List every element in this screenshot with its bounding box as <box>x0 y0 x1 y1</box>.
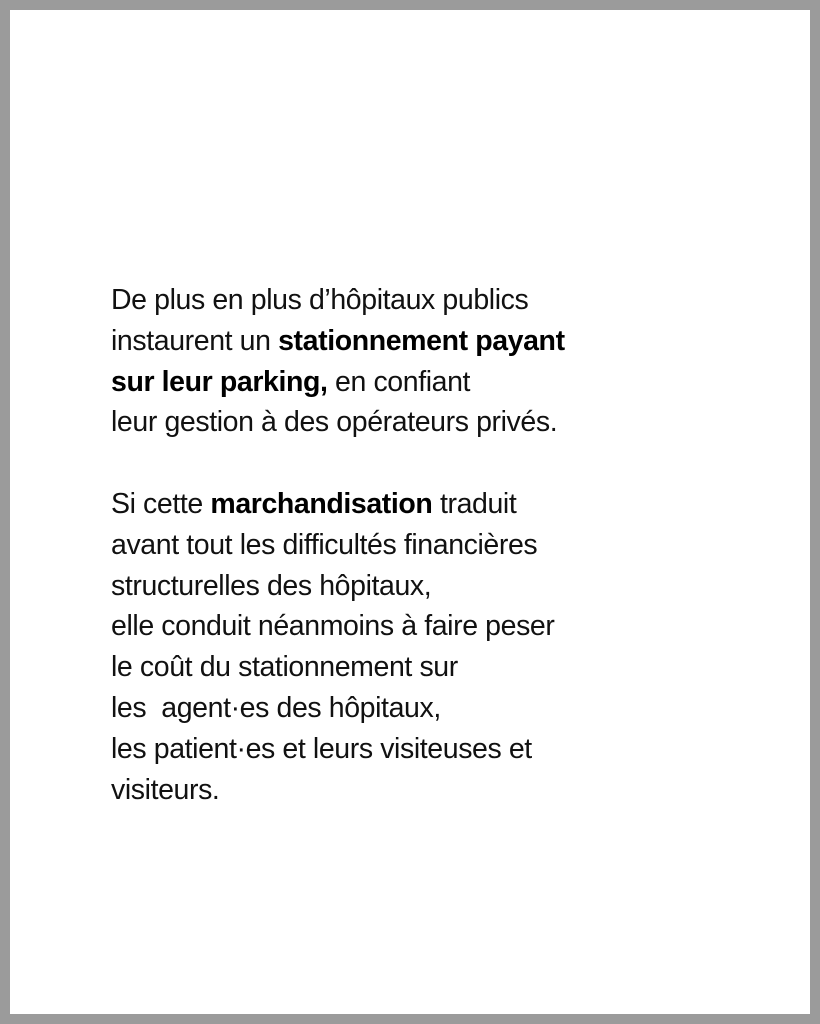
text-run: le coût du stationnement sur <box>111 651 458 684</box>
paragraph-1 <box>111 280 751 443</box>
text-line <box>111 362 751 403</box>
text-line <box>111 729 751 770</box>
text-run: les agent·es des hôpitaux, <box>111 691 441 724</box>
text-line <box>111 566 751 607</box>
text-run: avant tout les difficultés financières <box>111 528 538 561</box>
document-page <box>10 10 810 1014</box>
text-line <box>111 688 751 729</box>
text-run: les patient·es et leurs visiteuses et <box>111 732 532 765</box>
text-line <box>111 484 751 525</box>
text-line <box>111 770 751 811</box>
paragraph-2 <box>111 484 751 810</box>
body-text <box>111 280 751 810</box>
emphasis-text: stationnement payant <box>278 324 565 357</box>
text-run: structurelles des hôpitaux, <box>111 569 432 602</box>
text-run: instaurent un <box>111 324 279 357</box>
text-line <box>111 402 751 443</box>
text-run: elle conduit néanmoins à faire peser <box>111 610 555 643</box>
text-line <box>111 280 751 321</box>
emphasis-text: sur leur parking, <box>111 365 328 398</box>
text-line <box>111 606 751 647</box>
text-run: en confiant <box>327 365 471 398</box>
emphasis-text: marchandisation <box>210 487 433 520</box>
text-run: visiteurs. <box>111 773 220 806</box>
text-run: traduit <box>432 487 517 520</box>
text-run: De plus en plus d’hôpitaux publics <box>111 284 529 316</box>
text-run: leur gestion à des opérateurs privés. <box>111 406 558 439</box>
text-line <box>111 647 751 688</box>
text-run: Si cette <box>111 487 211 520</box>
text-line <box>111 321 751 362</box>
text-line <box>111 525 751 566</box>
